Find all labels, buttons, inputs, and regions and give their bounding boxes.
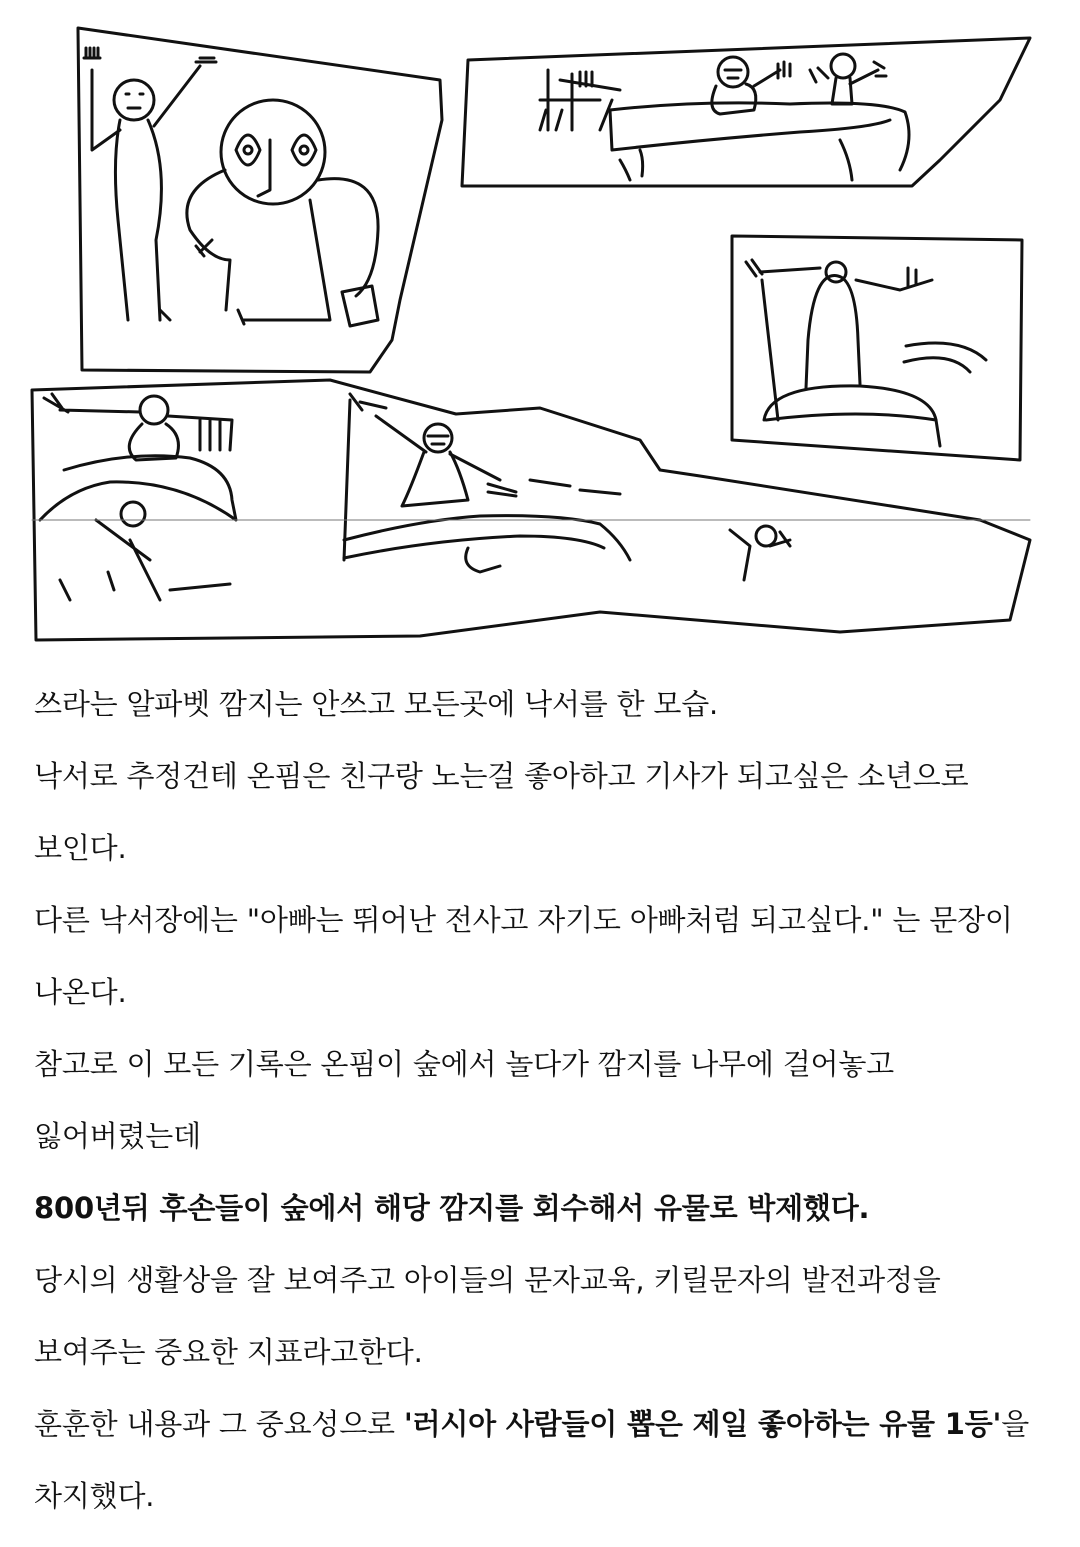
paragraph-7 bbox=[34, 1388, 1054, 1532]
paragraph-4: 참고로 이 모든 기록은 온핌이 숲에서 놀다가 깜지를 나무에 걸어놓고 잃어버렸는데 bbox=[34, 1047, 894, 1153]
birchbark-fragment-2 bbox=[462, 38, 1030, 186]
paragraph-7-tail: 을 차지했다. bbox=[34, 1407, 1030, 1513]
paragraph-3: 다른 낙서장에는 "아빠는 뛰어난 전사고 자기도 아빠처럼 되고싶다." 는 문장이 나온다. bbox=[34, 903, 1013, 1009]
birchbark-fragment-3 bbox=[732, 236, 1022, 460]
article-body bbox=[34, 668, 1054, 1532]
paragraph-7-lead: 훈훈한 내용과 그 중요성으로 bbox=[34, 1407, 404, 1441]
birchbark-fragment-1 bbox=[78, 28, 442, 372]
birchbark-fragment-4 bbox=[32, 380, 1030, 640]
paragraph-5-bold: 800년뒤 후손들이 숲에서 해당 깜지를 회수해서 유물로 박제했다. bbox=[34, 1191, 870, 1225]
paragraph-7-emphasis: '러시아 사람들이 뽑은 제일 좋아하는 유물 1등' bbox=[403, 1407, 1002, 1441]
paragraph-2: 낙서로 추정건테 온핌은 친구랑 노는걸 좋아하고 기사가 되고싶은 소년으로 보인다. bbox=[34, 759, 969, 865]
paragraph-1: 쓰라는 알파벳 깜지는 안쓰고 모든곳에 낙서를 한 모습. bbox=[34, 687, 719, 721]
birchbark-drawings-figure bbox=[0, 0, 1080, 660]
paragraph-6: 당시의 생활상을 잘 보여주고 아이들의 문자교육, 키릴문자의 발전과정을 보여주는 중요한 지표라고한다. bbox=[34, 1263, 941, 1369]
